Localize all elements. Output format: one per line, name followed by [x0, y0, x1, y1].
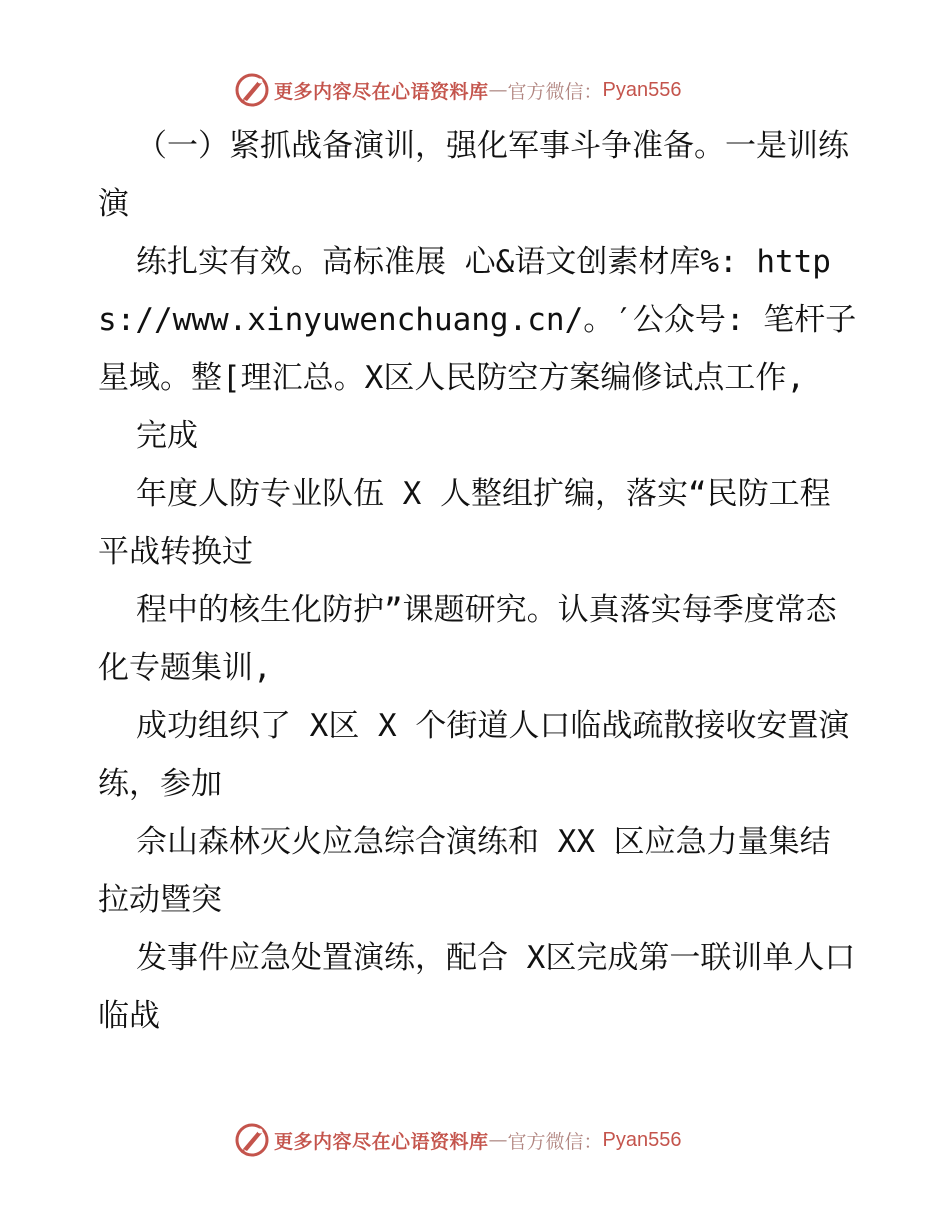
paragraph: 发事件应急处置演练，配合 X区完成第一联训单人口临战	[98, 940, 856, 1034]
quill-pen-logo-icon	[234, 1122, 270, 1158]
paragraph: 成功组织了 X区 X 个街道人口临战疏散接收安置演练，参加	[98, 708, 850, 802]
paragraph: 练扎实有效。高标准展 心&语文创素材库%: https://www.xinyuwenchuang.cn/。′公众号: 笔杆子星域。整[理汇总。X区人民防空方案编修试点工作,	[98, 244, 857, 396]
paragraph: 佘山森林灭火应急综合演练和 XX 区应急力量集结拉动暨突	[98, 824, 831, 918]
watermark-wechat-id: Pyan556	[602, 78, 682, 101]
watermark-wechat-id: Pyan556	[602, 1128, 682, 1151]
paragraph: （一）紧抓战备演训，强化军事斗争准备。一是训练演	[98, 128, 849, 222]
watermark-label: 官方微信：	[507, 1130, 603, 1153]
paragraph: 完成	[136, 418, 198, 454]
paragraph: 程中的核生化防护”课题研究。认真落实每季度常态化专题集训,	[98, 592, 837, 686]
watermark-separator: —	[488, 1129, 508, 1151]
footer-watermark	[234, 1120, 834, 1160]
paragraph: 年度人防专业队伍 X 人整组扩编，落实“民防工程平战转换过	[98, 476, 831, 570]
watermark-label: 官方微信：	[507, 80, 603, 103]
header-watermark	[234, 70, 834, 110]
watermark-brand: 更多内容尽在心语资料库	[274, 1130, 489, 1153]
watermark-separator: —	[488, 79, 508, 101]
watermark-brand: 更多内容尽在心语资料库	[274, 80, 489, 103]
quill-pen-logo-icon	[234, 72, 270, 108]
document-body	[98, 117, 858, 1045]
